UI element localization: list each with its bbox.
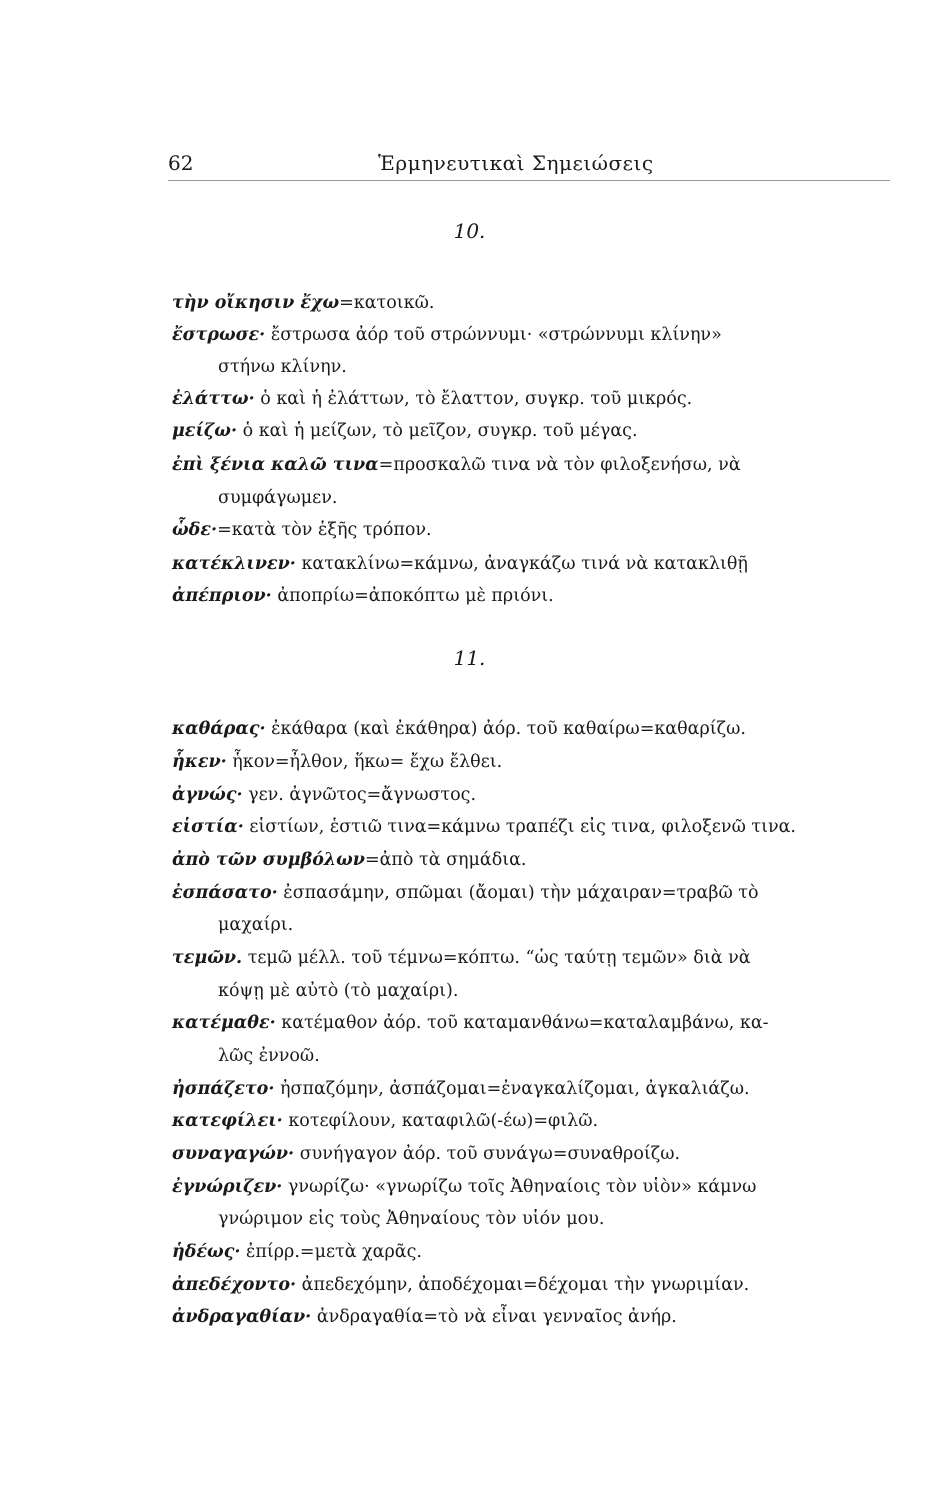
gloss-continuation <box>218 482 896 514</box>
gloss-text: λῶς ἐννοῶ. <box>218 1046 320 1066</box>
gloss-line <box>172 844 896 876</box>
gloss-text: =προσκαλῶ τινα νὰ τὸν φιλοξενήσω, νὰ <box>378 455 741 475</box>
gloss-text: ὁ καὶ ἡ μείζων, τὸ μεῖζον, συγκρ. τοῦ μέγας. <box>237 421 638 441</box>
gloss-continuation <box>218 1040 896 1072</box>
lemma: ἐπὶ ξένια καλῶ τινα <box>172 455 379 475</box>
gloss-line <box>172 1007 896 1039</box>
running-head <box>168 150 890 181</box>
gloss-text: τεμῶ μέλλ. τοῦ τέμνω=κόπτω. “ὡς ταύτῃ τεμῶν» διὰ νὰ <box>242 948 751 968</box>
page-number: 62 <box>168 151 194 175</box>
gloss-line <box>172 580 896 612</box>
gloss-text: ἠσπαζόμην, ἀσπάζομαι=ἐναγκαλίζομαι, ἀγκαλιάζω. <box>274 1079 750 1099</box>
gloss-line <box>172 449 896 481</box>
gloss-text: γνώριμον εἰς τοὺς Ἀθηναίους τὸν υἱόν μου. <box>218 1209 605 1229</box>
gloss-text: ἐσπασάμην, σπῶμαι (ἄομαι) τὴν μάχαιραν=τραβῶ τὸ <box>277 883 759 903</box>
gloss-text: εἱστίων, ἑστιῶ τινα=κάμνω τραπέζι εἰς τινα, φιλοξενῶ τινα. <box>243 817 796 837</box>
section-number: 11. <box>453 646 486 670</box>
header-title: Ἑρμηνευτικαὶ Σημειώσεις <box>378 151 654 175</box>
lemma: ἐγνώριζεν· <box>172 1177 283 1197</box>
gloss-line <box>172 746 896 778</box>
gloss-line <box>172 1073 896 1105</box>
gloss-line <box>172 383 896 415</box>
lemma: ἡδέως· <box>172 1242 241 1262</box>
lemma: καθάρας· <box>172 719 266 739</box>
gloss-line <box>172 287 896 319</box>
gloss-line <box>172 319 896 351</box>
gloss-line <box>172 548 896 580</box>
gloss-text: ἀποπρίω=ἀποκόπτω μὲ πριόνι. <box>271 586 554 606</box>
gloss-text: ἀνδραγαθία=τὸ νὰ εἶναι γενναῖος ἀνήρ. <box>311 1307 677 1327</box>
lemma: κατεφίλει· <box>172 1111 283 1131</box>
lemma: ἀνδραγαθίαν· <box>172 1307 312 1327</box>
gloss-text: ἐπίρρ.=μετὰ χαρᾶς. <box>240 1242 422 1262</box>
gloss-line <box>172 514 896 546</box>
gloss-continuation <box>218 351 896 383</box>
lemma: ἔστρωσε· <box>172 325 266 345</box>
gloss-text: ἀπεδεχόμην, ἀποδέχομαι=δέχομαι τὴν γνωριμίαν. <box>296 1275 750 1295</box>
lemma: ἀγνώς· <box>172 785 243 805</box>
gloss-text: ἐκάθαρα (καὶ ἐκάθηρα) ἀόρ. τοῦ καθαίρω=καθαρίζω. <box>265 719 746 739</box>
gloss-line <box>172 942 896 974</box>
gloss-text: ὁ καὶ ἡ ἐλάττων, τὸ ἔλαττον, συγκρ. τοῦ μικρός. <box>254 389 693 409</box>
gloss-continuation <box>218 975 896 1007</box>
gloss-line <box>172 713 896 745</box>
gloss-line <box>172 1171 896 1203</box>
lemma: ἠσπάζετο· <box>172 1079 275 1099</box>
gloss-line <box>172 779 896 811</box>
lemma: ἀπέπριον· <box>172 586 272 606</box>
lemma: ἀπὸ τῶν συμβόλων <box>172 850 365 870</box>
lemma: ὧδε· <box>172 520 218 540</box>
section-number: 10. <box>453 219 486 243</box>
gloss-text: =ἀπὸ τὰ σημάδια. <box>364 850 527 870</box>
gloss-line <box>172 1236 896 1268</box>
gloss-text: γνωρίζω· «γνωρίζω τοῖς Ἀθηναίοις τὸν υἱὸν» κάμνω <box>282 1177 757 1197</box>
gloss-text: κοτεφίλουν, καταφιλῶ(-έω)=φιλῶ. <box>282 1111 599 1131</box>
gloss-text: =κατοικῶ. <box>339 293 435 313</box>
gloss-line <box>172 1105 896 1137</box>
gloss-line <box>172 415 896 447</box>
gloss-text: μαχαίρι. <box>218 915 294 935</box>
gloss-text: συμφάγωμεν. <box>218 488 338 508</box>
gloss-text: γεν. ἀγνῶτος=ἄγνωστος. <box>242 785 477 805</box>
lemma: κατέμαθε· <box>172 1013 276 1033</box>
gloss-text: ἔστρωσα ἀόρ τοῦ στρώννυμι· «στρώννυμι κλίνην» <box>265 325 722 345</box>
gloss-line <box>172 811 896 843</box>
lemma: ἐσπάσατο· <box>172 883 278 903</box>
gloss-text: συνήγαγον ἀόρ. τοῦ συνάγω=συναθροίζω. <box>294 1144 681 1164</box>
lemma: ἧκεν· <box>172 752 227 772</box>
lemma: κατέκλινεν· <box>172 554 296 574</box>
lemma: συναγαγών· <box>172 1144 295 1164</box>
lemma: τὴν οἴκησιν ἔχω <box>172 293 340 313</box>
gloss-text: =κατὰ τὸν ἑξῆς τρόπον. <box>217 520 432 540</box>
gloss-text: κόψῃ μὲ αὐτὸ (τὸ μαχαίρι). <box>218 981 459 1001</box>
gloss-continuation <box>218 909 896 941</box>
lemma: μείζω· <box>172 421 238 441</box>
gloss-text: στήνω κλίνην. <box>218 357 347 377</box>
gloss-line <box>172 1269 896 1301</box>
lemma: εἱστία· <box>172 817 244 837</box>
lemma: τεμῶν. <box>172 948 243 968</box>
lemma: ἀπεδέχοντο· <box>172 1275 297 1295</box>
gloss-line <box>172 1138 896 1170</box>
gloss-text: ἧκον=ἦλθον, ἥκω= ἔχω ἔλθει. <box>226 752 503 772</box>
gloss-line <box>172 877 896 909</box>
gloss-line <box>172 1301 896 1333</box>
gloss-text: κατακλίνω=κάμνω, ἀναγκάζω τινά νὰ κατακλιθῇ <box>295 554 748 574</box>
lemma: ἐλάττω· <box>172 389 255 409</box>
gloss-text: κατέμαθον ἀόρ. τοῦ καταμανθάνω=καταλαμβάνω, κα- <box>275 1013 769 1033</box>
gloss-continuation <box>218 1203 896 1235</box>
